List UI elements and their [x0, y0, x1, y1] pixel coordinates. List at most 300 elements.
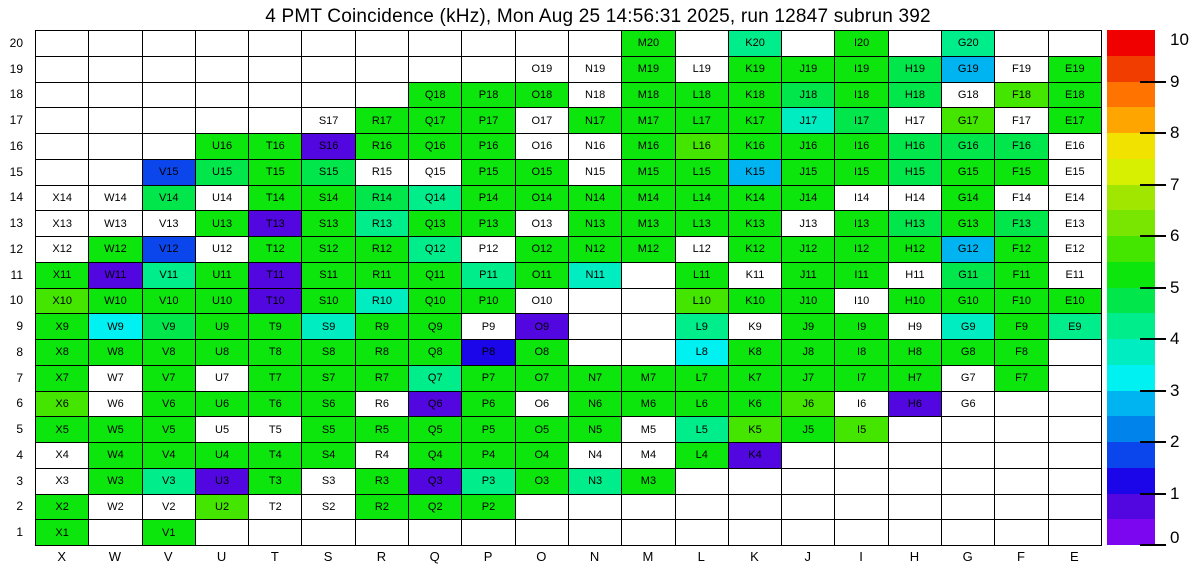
heatmap-cell: J18 — [782, 83, 835, 109]
heatmap-cell: U5 — [196, 417, 249, 443]
heatmap-cell — [942, 469, 995, 495]
heatmap-cell: M3 — [622, 469, 675, 495]
heatmap-cell: P2 — [462, 495, 515, 521]
y-tick-label: 16 — [9, 138, 23, 153]
heatmap-cell — [676, 31, 729, 57]
heatmap-cell: U8 — [196, 340, 249, 366]
heatmap-cell: L8 — [676, 340, 729, 366]
heatmap-cell — [569, 495, 622, 521]
heatmap-cell: H8 — [889, 340, 942, 366]
heatmap-cell — [942, 417, 995, 443]
heatmap-cell: L5 — [676, 417, 729, 443]
heatmap-cell — [409, 31, 462, 57]
y-tick-label: 1 — [16, 525, 23, 540]
heatmap-cell: Q10 — [409, 289, 462, 315]
heatmap-cell: M5 — [622, 417, 675, 443]
heatmap-cell — [196, 520, 249, 546]
heatmap-cell: O3 — [516, 469, 569, 495]
colorbar-tick-label: 4 — [1170, 329, 1180, 348]
heatmap-cell: U13 — [196, 211, 249, 237]
heatmap-cell: K4 — [729, 443, 782, 469]
heatmap-cell: G13 — [942, 211, 995, 237]
heatmap-cell: Q9 — [409, 314, 462, 340]
heatmap-cell — [835, 469, 888, 495]
heatmap-cell: W8 — [89, 340, 142, 366]
x-tick-label: F — [1017, 549, 1025, 564]
heatmap-cell: L11 — [676, 263, 729, 289]
y-tick-label: 3 — [16, 473, 23, 488]
heatmap-cell — [995, 443, 1048, 469]
colorbar-tick-label: 5 — [1170, 277, 1180, 297]
heatmap-cell: J19 — [782, 57, 835, 83]
heatmap-cell: R10 — [356, 289, 409, 315]
heatmap-cell: Q8 — [409, 340, 462, 366]
heatmap-cell: R7 — [356, 366, 409, 392]
heatmap-cell: W13 — [89, 211, 142, 237]
x-tick-label: W — [108, 549, 122, 564]
heatmap-cell: F15 — [995, 160, 1048, 186]
heatmap-cell: L9 — [676, 314, 729, 340]
colorbar-band — [1107, 288, 1155, 314]
colorbar-band — [1107, 365, 1155, 391]
y-tick-label: 2 — [16, 499, 23, 514]
heatmap-cell: T16 — [249, 134, 302, 160]
heatmap-cell: R6 — [356, 392, 409, 418]
heatmap-cell: M19 — [622, 57, 675, 83]
heatmap-cell: S2 — [302, 495, 355, 521]
x-tick-label: R — [376, 549, 387, 564]
heatmap-cell: K7 — [729, 366, 782, 392]
heatmap-cell — [782, 469, 835, 495]
colorbar-band — [1107, 468, 1155, 494]
heatmap-cell: M14 — [622, 186, 675, 212]
heatmap-cell: K10 — [729, 289, 782, 315]
colorbar-tick-label: 1 — [1170, 483, 1180, 503]
heatmap-cell: U7 — [196, 366, 249, 392]
y-tick-label: 8 — [16, 344, 23, 359]
heatmap-cell: M16 — [622, 134, 675, 160]
heatmap-cell — [729, 495, 782, 521]
heatmap-cell: N6 — [569, 392, 622, 418]
heatmap-cell: I8 — [835, 340, 888, 366]
colorbar-tick-label: 9 — [1170, 71, 1180, 91]
heatmap-cell — [1049, 417, 1102, 443]
heatmap-cell: V8 — [143, 340, 196, 366]
colorbar-band — [1107, 313, 1155, 339]
heatmap-cell — [782, 31, 835, 57]
heatmap-cell: J14 — [782, 186, 835, 212]
x-tick-label: L — [697, 549, 705, 564]
heatmap-cell: X1 — [36, 520, 89, 546]
heatmap-cell: S9 — [302, 314, 355, 340]
heatmap-cell: O17 — [516, 108, 569, 134]
heatmap-cell: N19 — [569, 57, 622, 83]
heatmap-cell: P12 — [462, 237, 515, 263]
heatmap-cell: X9 — [36, 314, 89, 340]
heatmap-cell: I19 — [835, 57, 888, 83]
heatmap-cell — [302, 31, 355, 57]
heatmap-cell: H6 — [889, 392, 942, 418]
heatmap-cell: L18 — [676, 83, 729, 109]
heatmap-cell: M20 — [622, 31, 675, 57]
heatmap-cell: T12 — [249, 237, 302, 263]
x-tick-label: G — [962, 549, 973, 564]
heatmap-cell: X12 — [36, 237, 89, 263]
heatmap-cell — [143, 31, 196, 57]
heatmap-cell: I20 — [835, 31, 888, 57]
heatmap-cell — [995, 31, 1048, 57]
colorbar-tick-mark — [1140, 81, 1166, 83]
heatmap-cell: U9 — [196, 314, 249, 340]
heatmap-cell — [676, 520, 729, 546]
heatmap-cell: T6 — [249, 392, 302, 418]
y-tick-label: 13 — [9, 216, 23, 231]
colorbar — [1107, 30, 1196, 545]
heatmap-cell: S12 — [302, 237, 355, 263]
heatmap-cell: M4 — [622, 443, 675, 469]
heatmap-cell: F10 — [995, 289, 1048, 315]
heatmap-cell — [462, 520, 515, 546]
heatmap-cell — [196, 57, 249, 83]
heatmap-cell: O15 — [516, 160, 569, 186]
heatmap-cell: X4 — [36, 443, 89, 469]
heatmap-cell: F11 — [995, 263, 1048, 289]
colorbar-tick-mark — [1140, 544, 1166, 546]
colorbar-tick-label: 2 — [1170, 432, 1180, 451]
heatmap-cell: H14 — [889, 186, 942, 212]
heatmap-cell: V5 — [143, 417, 196, 443]
heatmap-cell: E19 — [1049, 57, 1102, 83]
heatmap-cell: W10 — [89, 289, 142, 315]
x-tick-label: M — [642, 549, 654, 564]
heatmap-cell: T9 — [249, 314, 302, 340]
heatmap-cell: P6 — [462, 392, 515, 418]
heatmap-cell — [942, 520, 995, 546]
colorbar-band — [1107, 107, 1155, 133]
heatmap-cell — [569, 520, 622, 546]
heatmap-cell — [1049, 443, 1102, 469]
colorbar-band — [1107, 82, 1155, 108]
heatmap-cell: G11 — [942, 263, 995, 289]
heatmap-cell: Q12 — [409, 237, 462, 263]
heatmap-cell: V1 — [143, 520, 196, 546]
heatmap-cell: K11 — [729, 263, 782, 289]
heatmap-cell: K17 — [729, 108, 782, 134]
heatmap-cell — [36, 83, 89, 109]
y-axis-tick-labels — [0, 30, 30, 545]
heatmap-cell: K8 — [729, 340, 782, 366]
heatmap-cell: E9 — [1049, 314, 1102, 340]
heatmap-cell: S10 — [302, 289, 355, 315]
heatmap-cell: P11 — [462, 263, 515, 289]
heatmap-cell: H16 — [889, 134, 942, 160]
heatmap-cell — [942, 443, 995, 469]
heatmap-cell: Q4 — [409, 443, 462, 469]
heatmap-cell: N12 — [569, 237, 622, 263]
heatmap-cell — [622, 263, 675, 289]
heatmap-cell — [143, 57, 196, 83]
heatmap-cell — [835, 520, 888, 546]
heatmap-cell: W14 — [89, 186, 142, 212]
y-tick-label: 5 — [16, 422, 23, 437]
heatmap-cell: N11 — [569, 263, 622, 289]
heatmap-cell: T4 — [249, 443, 302, 469]
heatmap-cell: I17 — [835, 108, 888, 134]
heatmap-cell: M7 — [622, 366, 675, 392]
heatmap-cell: R15 — [356, 160, 409, 186]
x-tick-label: J — [804, 549, 812, 564]
heatmap-cell — [89, 160, 142, 186]
heatmap-cell: I7 — [835, 366, 888, 392]
heatmap-cell — [356, 31, 409, 57]
heatmap-cell: R2 — [356, 495, 409, 521]
heatmap-cell: O14 — [516, 186, 569, 212]
heatmap-cell — [36, 160, 89, 186]
heatmap-cell — [89, 108, 142, 134]
heatmap-cell — [995, 469, 1048, 495]
heatmap-cell: S13 — [302, 211, 355, 237]
heatmap-cell: O19 — [516, 57, 569, 83]
heatmap-cell: O16 — [516, 134, 569, 160]
heatmap-cell: H7 — [889, 366, 942, 392]
heatmap-cell: U11 — [196, 263, 249, 289]
colorbar-band — [1107, 185, 1155, 211]
heatmap-cell — [196, 108, 249, 134]
heatmap-cell — [1049, 366, 1102, 392]
heatmap-cell: G9 — [942, 314, 995, 340]
y-tick-label: 9 — [16, 319, 23, 334]
heatmap-cell: O10 — [516, 289, 569, 315]
heatmap-cell — [835, 495, 888, 521]
y-tick-label: 11 — [10, 267, 23, 282]
heatmap-cell: H11 — [889, 263, 942, 289]
y-tick-label: 20 — [9, 35, 23, 50]
heatmap-cell: Q15 — [409, 160, 462, 186]
colorbar-tick-mark — [1140, 390, 1166, 392]
heatmap-cell: F13 — [995, 211, 1048, 237]
heatmap-cell — [462, 57, 515, 83]
heatmap-cell: I16 — [835, 134, 888, 160]
y-tick-label: 18 — [9, 87, 23, 102]
colorbar-band — [1107, 262, 1155, 288]
heatmap-cell — [1049, 31, 1102, 57]
heatmap-cell: X10 — [36, 289, 89, 315]
heatmap-cell: O11 — [516, 263, 569, 289]
heatmap-cell — [1049, 495, 1102, 521]
colorbar-band — [1107, 159, 1155, 185]
heatmap-cell — [729, 520, 782, 546]
colorbar-tick-mark — [1140, 287, 1166, 289]
heatmap-cell — [835, 443, 888, 469]
heatmap-cell — [249, 57, 302, 83]
heatmap-cell: F12 — [995, 237, 1048, 263]
heatmap-cell: Q13 — [409, 211, 462, 237]
heatmap-cell: R14 — [356, 186, 409, 212]
heatmap-cell: H9 — [889, 314, 942, 340]
heatmap-cell: V14 — [143, 186, 196, 212]
heatmap-cell — [1049, 392, 1102, 418]
heatmap-cell: J16 — [782, 134, 835, 160]
heatmap-cell: R11 — [356, 263, 409, 289]
heatmap-cell — [36, 31, 89, 57]
heatmap-cell: G19 — [942, 57, 995, 83]
heatmap-cell: W2 — [89, 495, 142, 521]
heatmap-cell: P17 — [462, 108, 515, 134]
heatmap-cell: G8 — [942, 340, 995, 366]
heatmap-cell: M12 — [622, 237, 675, 263]
heatmap-cell: L16 — [676, 134, 729, 160]
heatmap-cell — [143, 134, 196, 160]
heatmap-cell — [569, 31, 622, 57]
heatmap-cell: H18 — [889, 83, 942, 109]
heatmap-cell: E11 — [1049, 263, 1102, 289]
heatmap-cell: N5 — [569, 417, 622, 443]
heatmap-cell: U4 — [196, 443, 249, 469]
heatmap-cell — [1049, 520, 1102, 546]
heatmap-cell: N3 — [569, 469, 622, 495]
y-tick-label: 12 — [9, 241, 23, 256]
heatmap-cell: J12 — [782, 237, 835, 263]
y-tick-label: 10 — [9, 293, 23, 308]
heatmap-cell: X3 — [36, 469, 89, 495]
heatmap-cell: S17 — [302, 108, 355, 134]
heatmap-cell: M13 — [622, 211, 675, 237]
heatmap-cell: P3 — [462, 469, 515, 495]
heatmap-cell: P15 — [462, 160, 515, 186]
heatmap-cell: X13 — [36, 211, 89, 237]
heatmap-cell: T14 — [249, 186, 302, 212]
heatmap-cell: N17 — [569, 108, 622, 134]
heatmap-cell: F9 — [995, 314, 1048, 340]
heatmap-cell: V6 — [143, 392, 196, 418]
heatmap-cell: R3 — [356, 469, 409, 495]
heatmap-cell: R4 — [356, 443, 409, 469]
heatmap-cell: T10 — [249, 289, 302, 315]
heatmap-cell: S14 — [302, 186, 355, 212]
heatmap-cell: O12 — [516, 237, 569, 263]
heatmap-cell — [995, 392, 1048, 418]
heatmap-cell — [36, 108, 89, 134]
heatmap-cell — [249, 520, 302, 546]
heatmap-cell: T2 — [249, 495, 302, 521]
heatmap-cell: E12 — [1049, 237, 1102, 263]
y-tick-label: 14 — [9, 190, 23, 205]
heatmap-cell: F19 — [995, 57, 1048, 83]
heatmap-cell — [622, 340, 675, 366]
colorbar-band — [1107, 56, 1155, 82]
heatmap-cell — [676, 469, 729, 495]
heatmap-cell: N14 — [569, 186, 622, 212]
heatmap-cell: H10 — [889, 289, 942, 315]
heatmap-cell: X11 — [36, 263, 89, 289]
heatmap-cell: I11 — [835, 263, 888, 289]
heatmap-cell: X2 — [36, 495, 89, 521]
heatmap-cell — [782, 495, 835, 521]
heatmap-cell: U2 — [196, 495, 249, 521]
heatmap-cell: W3 — [89, 469, 142, 495]
heatmap-grid — [35, 30, 1102, 546]
heatmap-cell: U10 — [196, 289, 249, 315]
heatmap-cell: S3 — [302, 469, 355, 495]
heatmap-cell — [356, 57, 409, 83]
heatmap-cell — [569, 314, 622, 340]
heatmap-cell: K19 — [729, 57, 782, 83]
heatmap-cell: V11 — [143, 263, 196, 289]
heatmap-cell: S15 — [302, 160, 355, 186]
x-tick-label: E — [1069, 549, 1079, 564]
heatmap-cell: N15 — [569, 160, 622, 186]
heatmap-cell: J13 — [782, 211, 835, 237]
heatmap-cell: W12 — [89, 237, 142, 263]
heatmap-cell: R5 — [356, 417, 409, 443]
heatmap-cell — [1049, 340, 1102, 366]
colorbar-band — [1107, 519, 1155, 545]
colorbar-band — [1107, 236, 1155, 262]
heatmap-cell: V10 — [143, 289, 196, 315]
x-tick-label: N — [589, 549, 600, 564]
heatmap-cell: X5 — [36, 417, 89, 443]
x-tick-label: U — [216, 549, 227, 564]
heatmap-cell: L4 — [676, 443, 729, 469]
x-tick-label: P — [483, 549, 493, 564]
y-tick-label: 17 — [9, 113, 23, 128]
heatmap-cell: J10 — [782, 289, 835, 315]
colorbar-tick-mark — [1140, 441, 1166, 443]
x-tick-label: I — [859, 549, 863, 564]
heatmap-cell — [622, 495, 675, 521]
heatmap-cell — [409, 520, 462, 546]
heatmap-cell: Q18 — [409, 83, 462, 109]
heatmap-cell: J8 — [782, 340, 835, 366]
heatmap-cell: V9 — [143, 314, 196, 340]
heatmap-cell — [729, 469, 782, 495]
colorbar-band — [1107, 339, 1155, 365]
colorbar-tick-label: 0 — [1170, 528, 1180, 547]
heatmap-cell — [143, 83, 196, 109]
heatmap-cell — [196, 83, 249, 109]
x-tick-label: S — [323, 549, 333, 564]
heatmap-cell: K14 — [729, 186, 782, 212]
heatmap-cell: W6 — [89, 392, 142, 418]
heatmap-cell — [89, 57, 142, 83]
heatmap-cell: K5 — [729, 417, 782, 443]
heatmap-cell: T7 — [249, 366, 302, 392]
heatmap-cell — [196, 31, 249, 57]
heatmap-cell: G7 — [942, 366, 995, 392]
heatmap-cell: P5 — [462, 417, 515, 443]
heatmap-cell: H15 — [889, 160, 942, 186]
heatmap-cell: Q7 — [409, 366, 462, 392]
heatmap-cell: J7 — [782, 366, 835, 392]
heatmap-cell: K18 — [729, 83, 782, 109]
x-axis-tick-labels — [35, 549, 1101, 567]
heatmap-cell — [462, 31, 515, 57]
colorbar-band — [1107, 416, 1155, 442]
x-tick-label: Q — [429, 549, 440, 564]
heatmap-cell — [516, 520, 569, 546]
heatmap-cell — [302, 83, 355, 109]
heatmap-cell: O4 — [516, 443, 569, 469]
heatmap-cell: U16 — [196, 134, 249, 160]
heatmap-cell: N16 — [569, 134, 622, 160]
colorbar-tick-label: 10 — [1170, 30, 1189, 49]
heatmap-cell: E10 — [1049, 289, 1102, 315]
heatmap-cell: O13 — [516, 211, 569, 237]
heatmap-cell: S5 — [302, 417, 355, 443]
heatmap-cell: M17 — [622, 108, 675, 134]
heatmap-cell: I12 — [835, 237, 888, 263]
heatmap-cell — [516, 31, 569, 57]
